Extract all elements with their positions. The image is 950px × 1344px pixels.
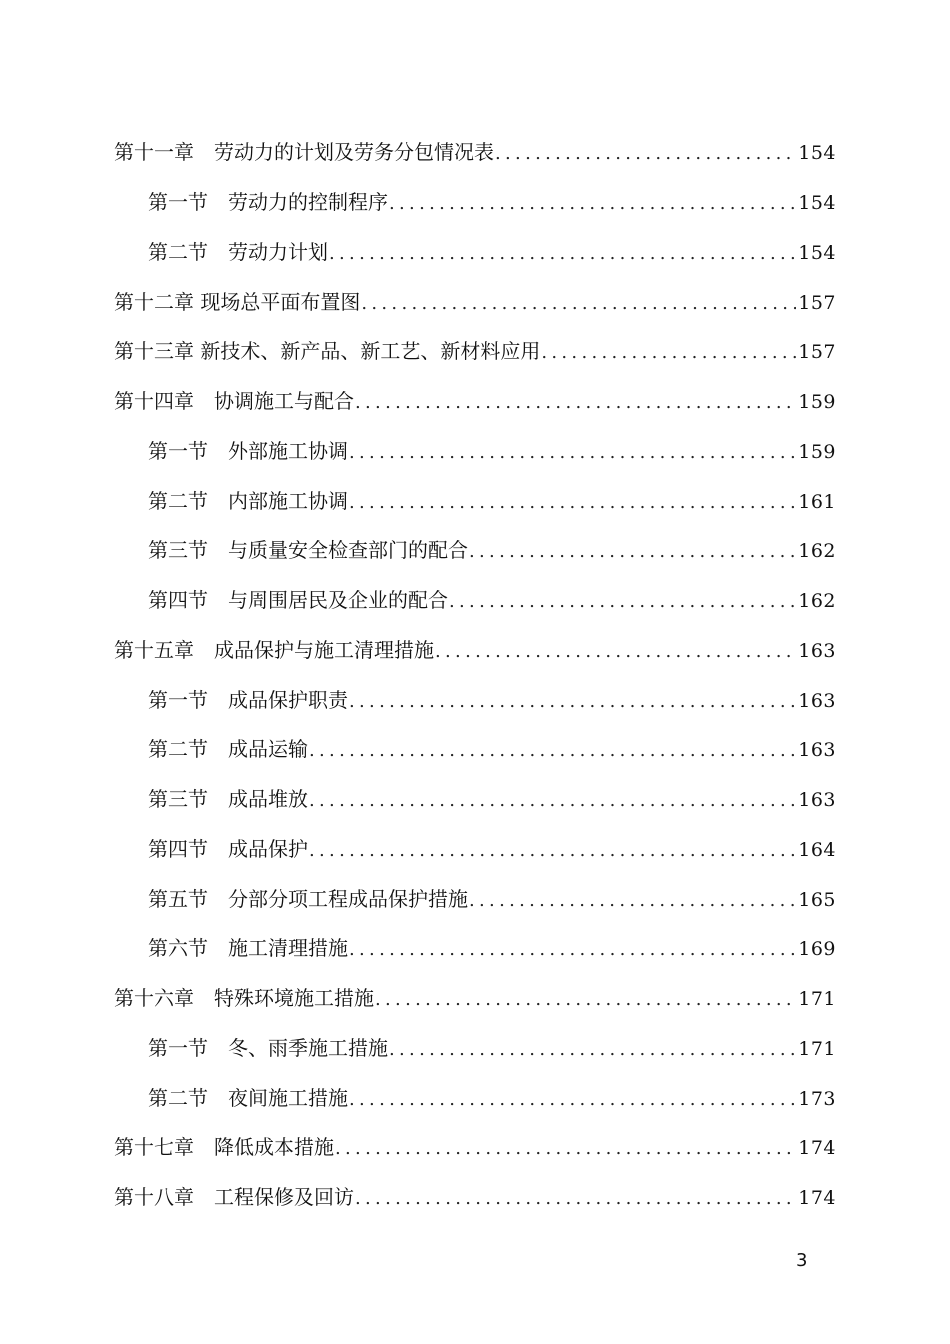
toc-entry-page: 169	[798, 938, 836, 961]
dot-leader	[335, 1138, 796, 1159]
toc-entry-page: 159	[798, 391, 836, 414]
dot-leader	[329, 243, 796, 264]
table-of-contents	[0, 126, 950, 1221]
toc-entry-line	[114, 286, 836, 315]
dot-leader	[349, 442, 796, 463]
toc-entry-title: 第一节 劳动力的控制程序	[148, 190, 388, 215]
toc-entry-title: 第十五章 成品保护与施工清理措施	[114, 637, 434, 662]
toc-entry-line	[148, 435, 836, 464]
toc-section-entry[interactable]	[0, 176, 950, 226]
toc-entry-page: 161	[798, 490, 836, 513]
toc-section-entry[interactable]	[0, 922, 950, 972]
toc-entry-line	[114, 385, 836, 414]
toc-entry-line	[114, 136, 836, 165]
toc-entry-line	[148, 1082, 836, 1111]
toc-chapter-entry[interactable]	[0, 375, 950, 425]
toc-entry-title: 第六节 施工清理措施	[148, 936, 348, 961]
toc-entry-title: 第十八章 工程保修及回访	[114, 1185, 354, 1210]
toc-entry-title: 第十六章 特殊环境施工措施	[114, 986, 374, 1011]
toc-chapter-entry[interactable]	[0, 972, 950, 1022]
toc-section-entry[interactable]	[0, 226, 950, 276]
toc-section-entry[interactable]	[0, 1022, 950, 1072]
toc-entry-line	[148, 584, 836, 613]
toc-entry-line	[148, 186, 836, 215]
toc-entry-page: 163	[798, 689, 836, 712]
toc-entry-page: 171	[798, 988, 836, 1011]
dot-leader	[355, 1188, 796, 1209]
dot-leader	[469, 890, 796, 911]
toc-chapter-entry[interactable]	[0, 275, 950, 325]
toc-entry-page: 154	[798, 192, 836, 215]
toc-entry-page: 163	[798, 789, 836, 812]
dot-leader	[435, 641, 796, 662]
toc-entry-page: 154	[798, 241, 836, 264]
toc-chapter-entry[interactable]	[0, 325, 950, 375]
toc-entry-page: 173	[798, 1087, 836, 1110]
toc-entry-line	[148, 833, 836, 862]
toc-entry-line	[114, 634, 836, 663]
toc-section-entry[interactable]	[0, 1071, 950, 1121]
toc-section-entry[interactable]	[0, 524, 950, 574]
toc-section-entry[interactable]	[0, 823, 950, 873]
toc-entry-title: 第一节 外部施工协调	[148, 438, 348, 463]
dot-leader	[309, 790, 796, 811]
toc-entry-line	[114, 1131, 836, 1160]
toc-entry-page: 157	[798, 341, 836, 364]
dot-leader	[309, 840, 796, 861]
toc-entry-page: 164	[798, 838, 836, 861]
dot-leader	[389, 193, 796, 214]
dot-leader	[541, 342, 796, 363]
toc-section-entry[interactable]	[0, 673, 950, 723]
toc-entry-line	[148, 883, 836, 912]
page-number: 3	[796, 1250, 808, 1271]
toc-section-entry[interactable]	[0, 773, 950, 823]
toc-entry-title: 第五节 分部分项工程成品保护措施	[148, 886, 468, 911]
toc-entry-title: 第二节 夜间施工措施	[148, 1085, 348, 1110]
toc-entry-line	[148, 485, 836, 514]
toc-entry-page: 162	[798, 590, 836, 613]
toc-entry-page: 163	[798, 739, 836, 762]
toc-entry-title: 第三节 成品堆放	[148, 787, 308, 812]
toc-entry-title: 第二节 内部施工协调	[148, 488, 348, 513]
dot-leader	[495, 143, 796, 164]
toc-entry-page: 174	[798, 1137, 836, 1160]
toc-entry-line	[148, 783, 836, 812]
toc-entry-page: 157	[798, 291, 836, 314]
toc-entry-page: 162	[798, 540, 836, 563]
toc-entry-title: 第二节 成品运输	[148, 737, 308, 762]
toc-chapter-entry[interactable]	[0, 126, 950, 176]
toc-entry-title: 第二节 劳动力计划	[148, 239, 328, 264]
toc-entry-line	[148, 684, 836, 713]
toc-entry-title: 第十一章 劳动力的计划及劳务分包情况表	[114, 140, 494, 165]
toc-entry-title: 第一节 冬、雨季施工措施	[148, 1035, 388, 1060]
toc-entry-title: 第一节 成品保护职责	[148, 687, 348, 712]
toc-entry-page: 154	[798, 142, 836, 165]
toc-entry-line	[114, 1181, 836, 1210]
toc-entry-line	[148, 932, 836, 961]
dot-leader	[349, 691, 796, 712]
toc-entry-line	[114, 335, 836, 364]
toc-entry-title: 第十二章 现场总平面布置图	[114, 289, 361, 314]
toc-entry-title: 第十三章 新技术、新产品、新工艺、新材料应用	[114, 339, 541, 364]
dot-leader	[449, 591, 796, 612]
toc-entry-title: 第四节 成品保护	[148, 836, 308, 861]
dot-leader	[349, 939, 796, 960]
toc-section-entry[interactable]	[0, 574, 950, 624]
toc-entry-title: 第三节 与质量安全检查部门的配合	[148, 538, 468, 563]
toc-entry-line	[148, 733, 836, 762]
dot-leader	[355, 392, 796, 413]
toc-entry-line	[148, 1032, 836, 1061]
toc-entry-page: 174	[798, 1187, 836, 1210]
toc-section-entry[interactable]	[0, 872, 950, 922]
toc-section-entry[interactable]	[0, 425, 950, 475]
toc-section-entry[interactable]	[0, 723, 950, 773]
toc-entry-line	[148, 236, 836, 265]
dot-leader	[389, 1039, 796, 1060]
toc-entry-title: 第四节 与周围居民及企业的配合	[148, 588, 448, 613]
toc-entry-title: 第十四章 协调施工与配合	[114, 389, 354, 414]
toc-chapter-entry[interactable]	[0, 1171, 950, 1221]
toc-entry-page: 165	[798, 888, 836, 911]
toc-chapter-entry[interactable]	[0, 1121, 950, 1171]
dot-leader	[361, 293, 796, 314]
dot-leader	[469, 541, 796, 562]
dot-leader	[349, 492, 796, 513]
toc-entry-page: 159	[798, 440, 836, 463]
toc-entry-page: 171	[798, 1037, 836, 1060]
toc-entry-page: 163	[798, 639, 836, 662]
toc-entry-title: 第十七章 降低成本措施	[114, 1135, 334, 1160]
toc-entry-line	[148, 534, 836, 563]
toc-section-entry[interactable]	[0, 474, 950, 524]
dot-leader	[375, 989, 796, 1010]
dot-leader	[309, 740, 796, 761]
dot-leader	[349, 1089, 796, 1110]
toc-chapter-entry[interactable]	[0, 624, 950, 674]
toc-entry-line	[114, 982, 836, 1011]
